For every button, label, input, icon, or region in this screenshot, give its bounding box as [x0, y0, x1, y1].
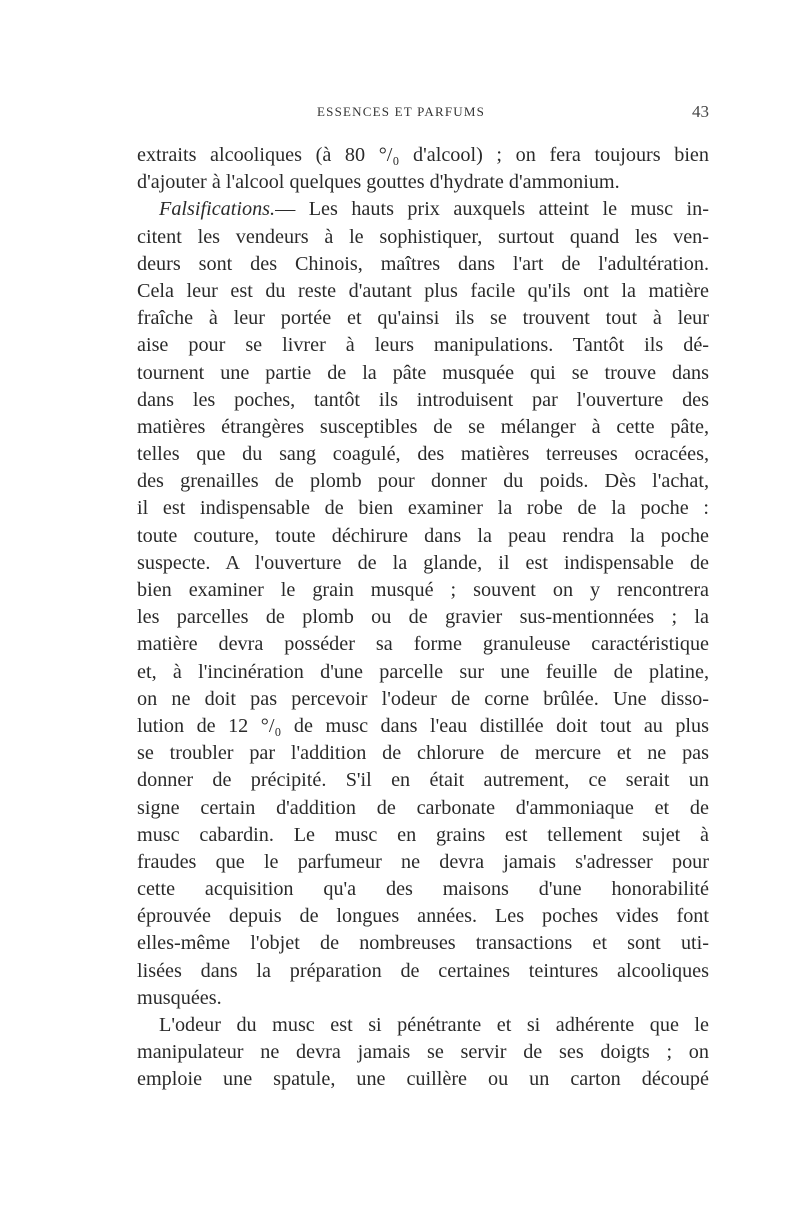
text-line: bien examiner le grain musqué ; souvent on y rencontrera — [137, 579, 709, 601]
text-line: Cela leur est du reste d'autant plus facile qu'ils ont la matière — [137, 279, 709, 302]
text-line: des grenailles de plomb pour donner du poids. Dès l'achat, — [137, 470, 709, 493]
section-heading: Falsifications. — [159, 198, 276, 221]
text-line: éprouvée depuis de longues années. Les poches vides font — [137, 905, 709, 928]
text-line: suspecte. A l'ouverture de la glande, il est indispensable de — [137, 551, 709, 574]
text-line-rest: — Les hauts prix auxquels atteint le musc in- — [275, 198, 709, 221]
text-line: dans les poches, tantôt ils introduisent par l'ouverture des — [137, 388, 709, 411]
text-line: extraits alcooliques (à 80 °/₀ d'alcool) ; on fera toujours bien — [137, 144, 709, 166]
text-line: se troubler par l'addition de chlorure de mercure et ne pas — [137, 742, 709, 765]
text-line: citent les vendeurs à le sophistiquer, surtout quand les ven- — [137, 225, 709, 248]
text-line: tournent une partie de la pâte musquée qui se trouve dans — [137, 361, 709, 384]
text-line: signe certain d'addition de carbonate d'ammoniaque et de — [137, 796, 709, 819]
text-line: telles que du sang coagulé, des matières terreuses ocracées, — [137, 443, 709, 466]
text-line: aise pour se livrer à leurs manipulations. Tantôt ils dé- — [137, 334, 709, 357]
text-line: et, à l'incinération d'une parcelle sur une feuille de platine, — [137, 660, 709, 683]
text-line: matières étrangères susceptibles de se mélanger à cette pâte, — [137, 415, 709, 438]
running-head — [137, 104, 711, 124]
text-line: donner de précipité. S'il en était autrement, ce serait un — [137, 769, 709, 792]
text-line: lisées dans la préparation de certaines teintures alcooliques — [137, 959, 709, 982]
text-line: il est indispensable de bien examiner la robe de la poche : — [137, 497, 709, 520]
text-line: toute couture, toute déchirure dans la peau rendra la poche — [137, 524, 709, 547]
body-text — [137, 142, 709, 1094]
text-line: matière devra posséder sa forme granuleuse caractéristique — [137, 633, 709, 656]
text-line: L'odeur du musc est si pénétrante et si adhérente que le — [159, 1014, 709, 1036]
text-line: elles-même l'objet de nombreuses transactions et sont uti- — [137, 932, 709, 955]
text-line: musquées. — [137, 986, 222, 1009]
text-line: lution de 12 °/₀ de musc dans l'eau distillée doit tout au plus — [137, 714, 709, 737]
text-line — [137, 196, 709, 223]
page-number: 43 — [692, 102, 709, 121]
text-line: les parcelles de plomb ou de gravier sus-mentionnées ; la — [137, 606, 709, 629]
text-line: fraîche à leur portée et qu'ainsi ils se trouvent tout à leur — [137, 307, 709, 330]
text-line: cette acquisition qu'a des maisons d'une honorabilité — [137, 878, 709, 901]
text-line: on ne doit pas percevoir l'odeur de corne brûlée. Une disso- — [137, 687, 709, 710]
running-title: ESSENCES ET PARFUMS — [317, 104, 486, 119]
text-line: fraudes que le parfumeur ne devra jamais s'adresser pour — [137, 850, 709, 873]
text-line: musc cabardin. Le musc en grains est tellement sujet à — [137, 823, 709, 846]
text-line: deurs sont des Chinois, maîtres dans l'art de l'adultération. — [137, 252, 709, 275]
text-line: d'ajouter à l'alcool quelques gouttes d'hydrate d'ammonium. — [137, 171, 620, 194]
text-line: manipulateur ne devra jamais se servir de ses doigts ; on — [137, 1041, 709, 1064]
text-line: emploie une spatule, une cuillère ou un carton découpé — [137, 1068, 709, 1091]
